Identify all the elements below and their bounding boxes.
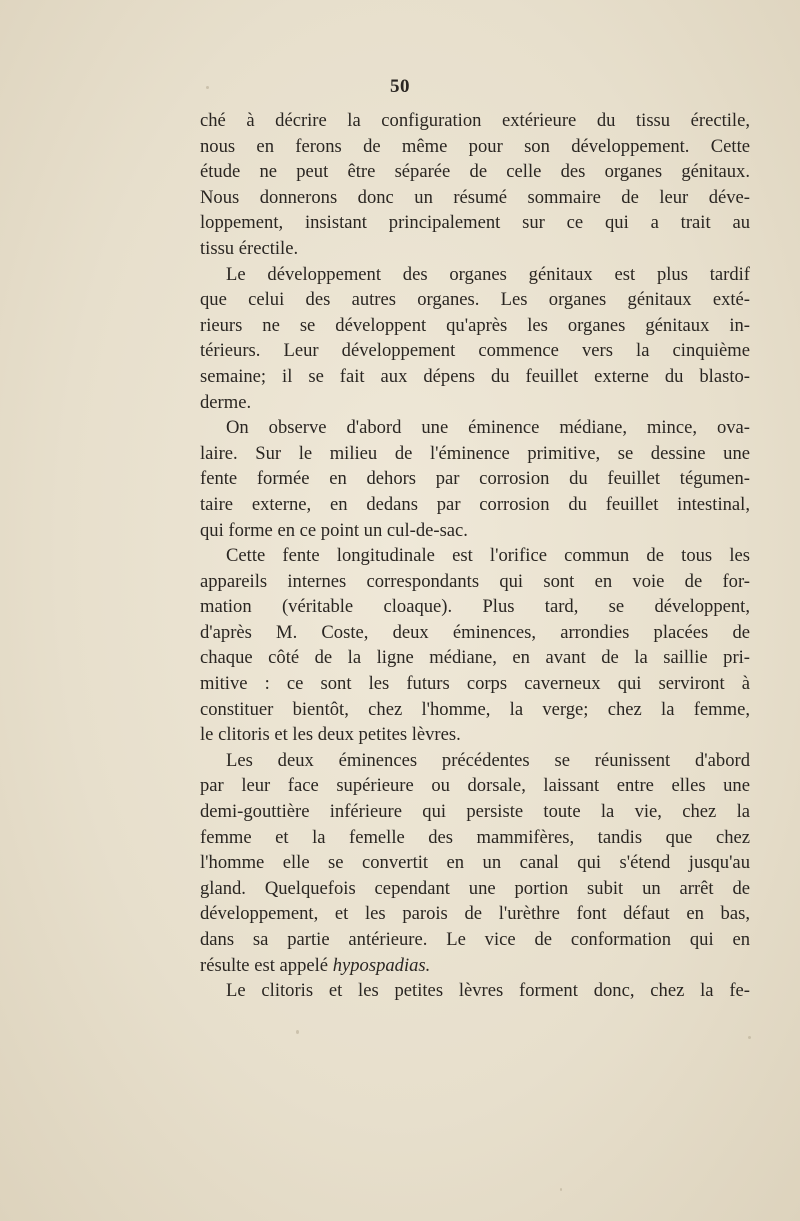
text-line [200,953,750,979]
text-line [200,338,750,364]
text-line-content: par leur face supérieure ou dorsale, laissant entre elles une [200,775,750,797]
text-line [200,518,750,544]
text-line-content: que celui des autres organes. Les organes génitaux exté- [200,289,750,311]
text-line-content: térieurs. Leur développement commence vers la cinquième [200,340,750,362]
paper-speck [560,1188,562,1191]
body-text [200,108,750,1004]
text-line [200,108,750,134]
text-line-content: gland. Quelquefois cependant une portion subit un arrêt de [200,877,750,899]
text-line [200,773,750,799]
text-line [200,697,750,723]
text-line-content: femme et la femelle des mammifères, tandis que chez [200,826,750,848]
text-line-content: Cette fente longitudinale est l'orifice commun de tous les [226,545,750,567]
text-line [200,492,750,518]
text-line-content: Le clitoris et les petites lèvres forment donc, chez la fe- [226,980,750,1002]
text-line [200,850,750,876]
text-line [200,799,750,825]
text-line [200,287,750,313]
text-line-content: d'après M. Coste, deux éminences, arrondies placées de [200,621,750,643]
text-line-content: laire. Sur le milieu de l'éminence primitive, se dessine une [200,442,750,464]
text-line [200,927,750,953]
text-line [200,415,750,441]
text-line [200,543,750,569]
text-line-content: étude ne peut être séparée de celle des organes génitaux. [200,161,750,183]
text-line [200,620,750,646]
text-line-content: Le développement des organes génitaux est plus tardif [226,263,750,285]
text-line [200,645,750,671]
text-line [200,441,750,467]
text-line-content: qui forme en ce point un cul-de-sac. [200,519,468,541]
text-line-content: constituer bientôt, chez l'homme, la verge; chez la femme, [200,698,750,720]
paper-speck [748,1036,751,1039]
text-line-content: chaque côté de la ligne médiane, en avant de la saillie pri- [200,647,750,669]
text-line-content: taire externe, en dedans par corrosion du feuillet intestinal, [200,493,750,515]
text-line-content: ché à décrire la configuration extérieure du tissu érectile, [200,110,750,131]
text-line [200,825,750,851]
text-line-content: mitive : ce sont les futurs corps caverneux qui serviront à [200,673,750,695]
text-line-content: fente formée en dehors par corrosion du feuillet tégumen- [200,468,750,490]
text-line [200,569,750,595]
text-line [200,236,750,262]
text-line-content: Nous donnerons donc un résumé sommaire de leur déve- [200,186,750,208]
text-line [200,466,750,492]
text-line-content: demi-gouttière inférieure qui persiste toute la vie, chez la [200,801,750,823]
text-line [200,748,750,774]
text-line [200,364,750,390]
text-line-content: nous en ferons de même pour son développement. Cette [200,135,750,157]
text-line [200,390,750,416]
page-number: 50 [390,76,410,97]
text-line [200,978,750,1004]
text-line-content: appareils internes correspondants qui sont en voie de for- [200,570,750,592]
text-line [200,671,750,697]
text-line [200,185,750,211]
text-line-content: le clitoris et les deux petites lèvres. [200,724,461,746]
text-line [200,134,750,160]
text-line [200,210,750,236]
text-line-content: derme. [200,391,252,413]
text-line-content: Les deux éminences précédentes se réunissent d'abord [226,749,750,771]
text-line [200,594,750,620]
text-line [200,262,750,288]
text-line [200,901,750,927]
paper-speck [296,1030,299,1034]
text-line [200,722,750,748]
text-line-content: tissu érectile. [200,237,299,259]
italic-term: hypospadias. [332,954,431,976]
text-line-content: mation (véritable cloaque). Plus tard, se développent, [200,596,750,618]
text-line-content: dans sa partie antérieure. Le vice de conformation qui en [200,929,750,950]
text-line [200,159,750,185]
text-line-content: développement, et les parois de l'urèthre font défaut en bas, [200,903,750,925]
text-line-content: résulte est appelé [200,954,333,976]
paper-speck [206,86,209,89]
text-line-content: On observe d'abord une éminence médiane, mince, ova- [226,417,750,439]
text-line-content: semaine; il se fait aux dépens du feuillet externe du blasto- [200,365,750,387]
text-line-content: rieurs ne se développent qu'après les organes génitaux in- [200,314,750,336]
text-line-content: loppement, insistant principalement sur ce qui a trait au [200,212,750,234]
text-line [200,313,750,339]
text-line [200,876,750,902]
text-line-content: l'homme elle se convertit en un canal qui s'étend jusqu'au [200,852,750,874]
